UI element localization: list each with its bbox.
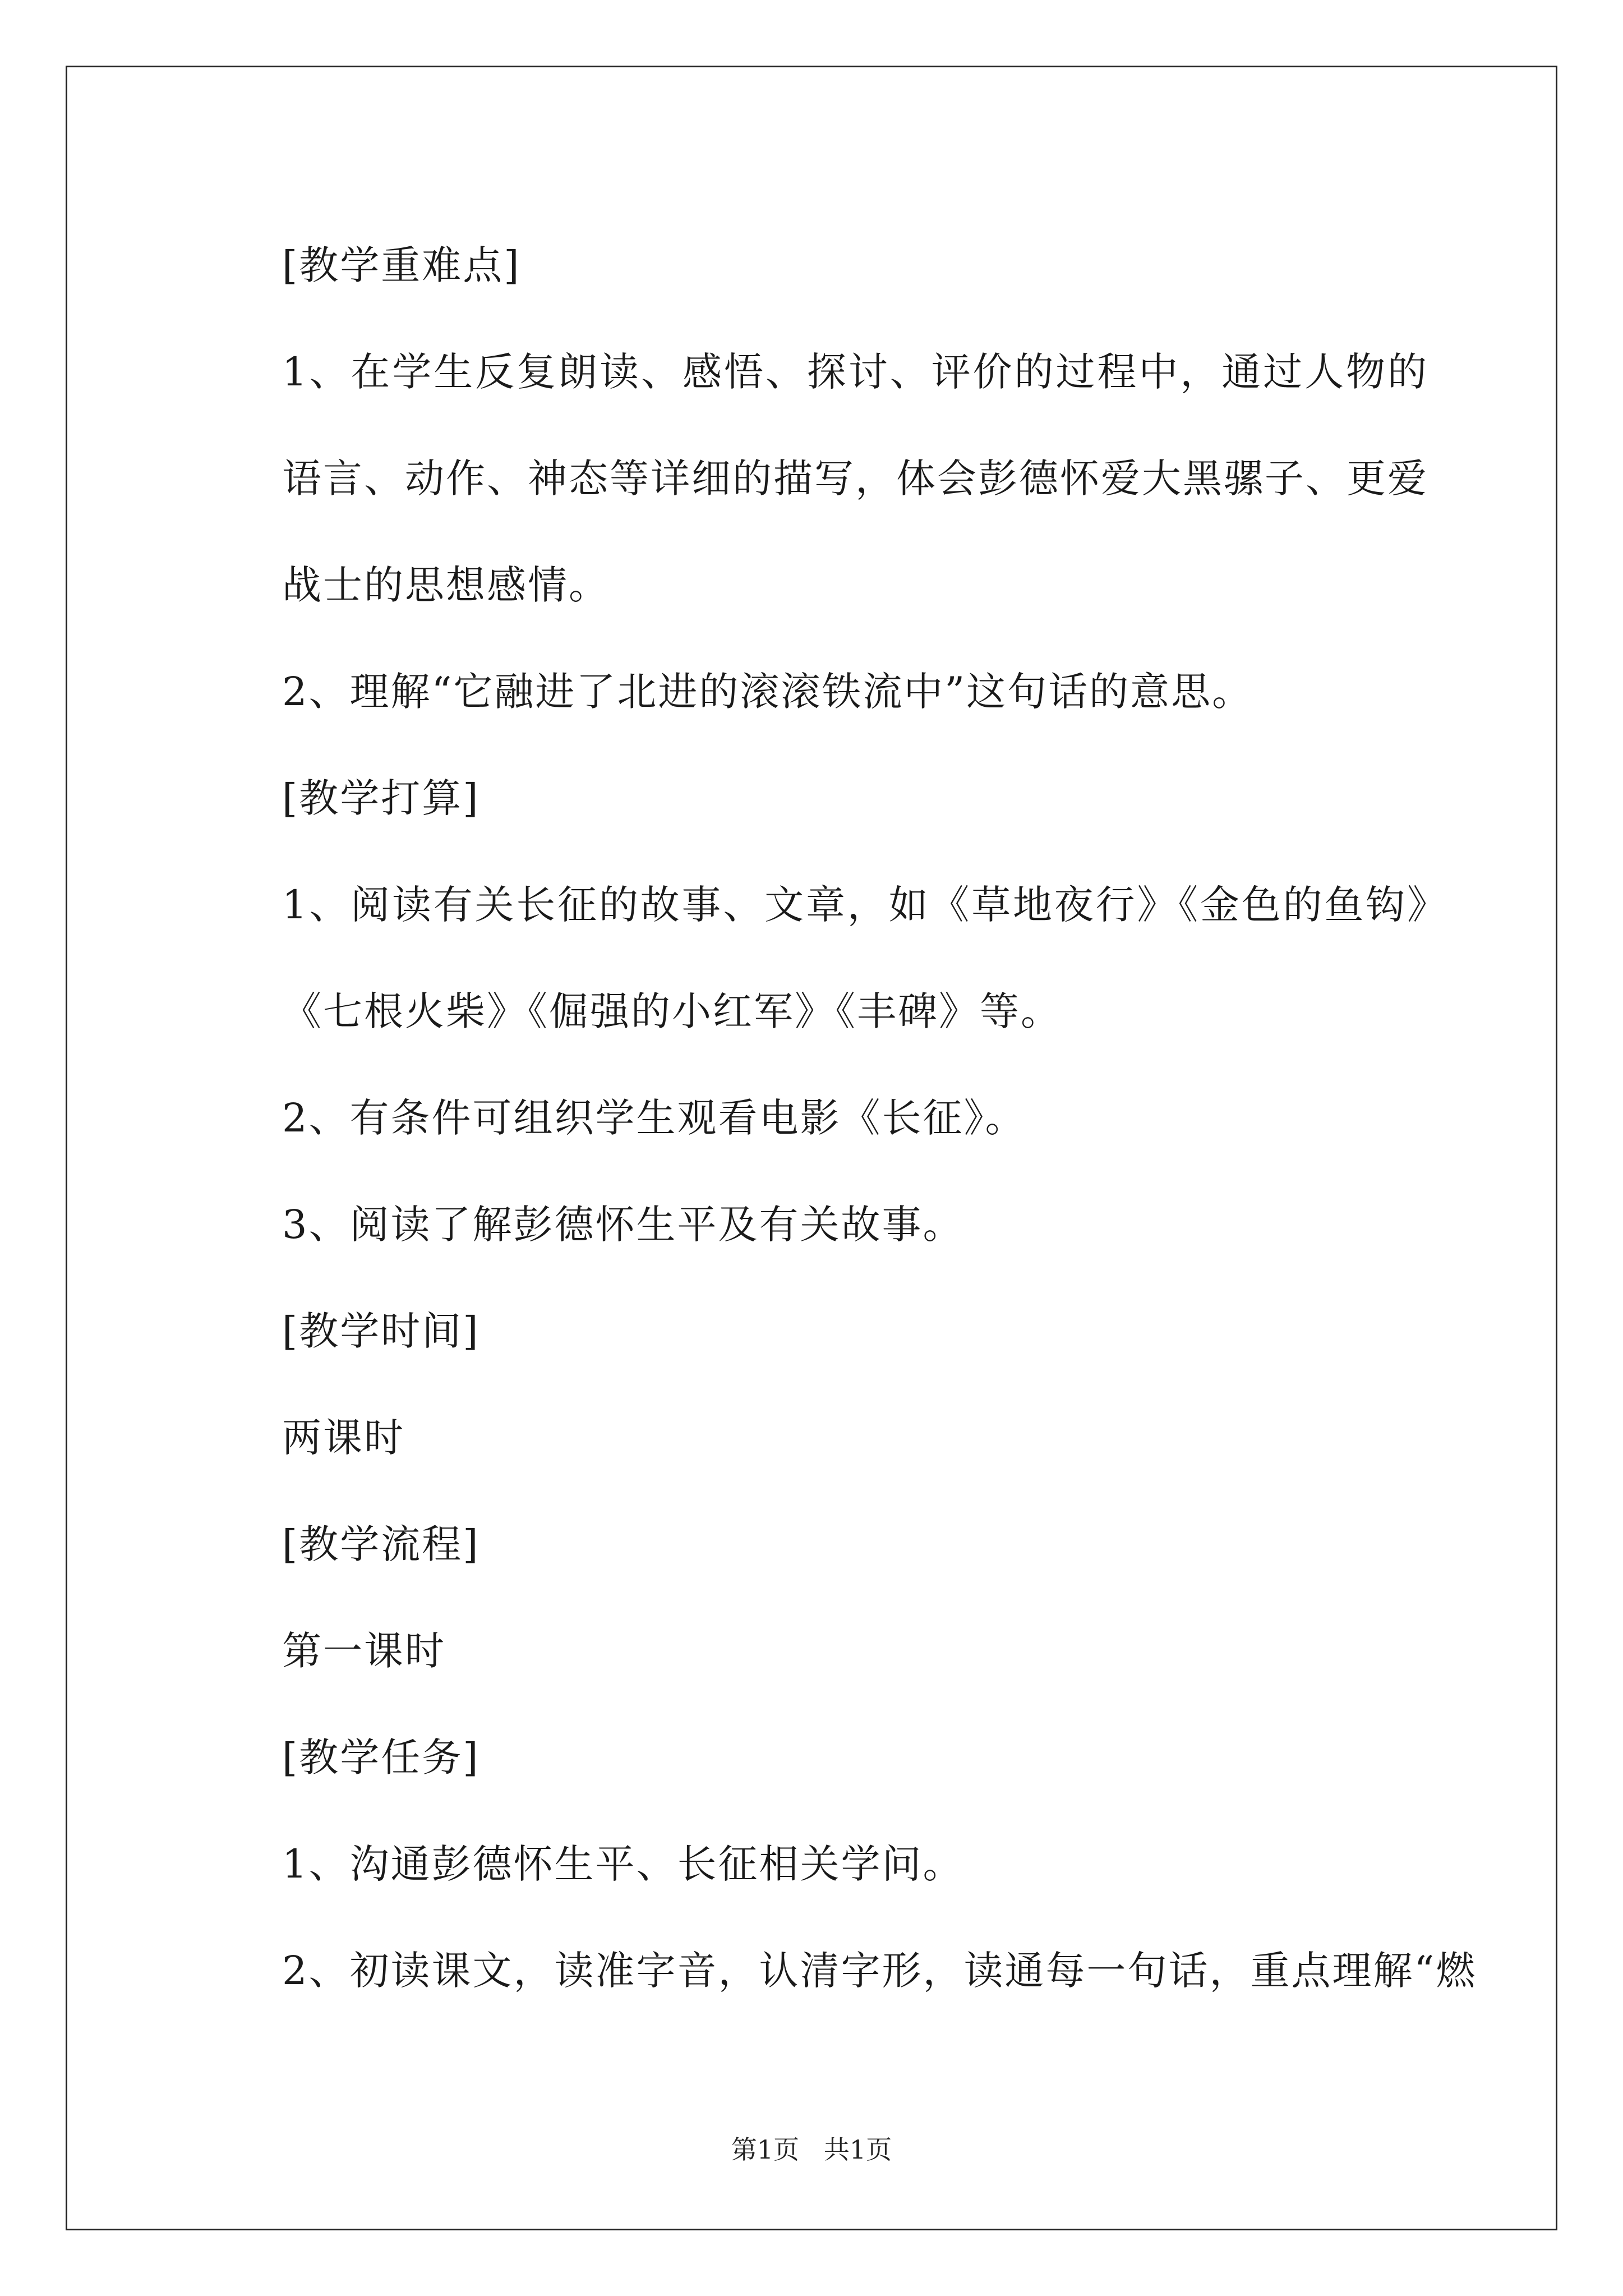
section-heading-tasks: [教学任务] (282, 1734, 480, 1780)
paragraph-task-2: 2、初读课文，读准字音，认清字形，读通每一句话，重点理解“燃 (282, 1948, 1477, 1994)
page-footer: 第1页 共1页 (731, 2134, 892, 2165)
paragraph-preparation-3: 3、阅读了解彭德怀生平及有关故事。 (282, 1202, 964, 1248)
paragraph-task-1: 1、沟通彭德怀生平、长征相关学问。 (282, 1841, 964, 1887)
paragraph-preparation-1: 1、阅读有关长征的故事、文章，如《草地夜行》《金色的鱼钩》《七根火柴》《倔强的小红军》《丰碑》等。 (282, 882, 1428, 1034)
paragraph-key-point-1: 1、在学生反复朗读、感悟、探讨、评价的过程中，通过人物的语言、动作、神态等详细的描写，体会彭德怀爱大黑骡子、更爱战士的思想感情。 (282, 349, 1428, 608)
section-heading-preparation: [教学打算] (282, 775, 480, 821)
paragraph-first-lesson: 第一课时 (282, 1628, 446, 1674)
paragraph-key-point-2: 2、理解“它融进了北进的滚滚铁流中”这句话的意思。 (282, 669, 1253, 715)
section-heading-key-points: [教学重难点] (282, 242, 521, 288)
document-body (200, 212, 1477, 2024)
paragraph-time: 两课时 (282, 1415, 405, 1461)
section-heading-process: [教学流程] (282, 1521, 480, 1567)
section-heading-time: [教学时间] (282, 1308, 480, 1354)
paragraph-preparation-2: 2、有条件可组织学生观看电影《长征》。 (282, 1095, 1026, 1141)
